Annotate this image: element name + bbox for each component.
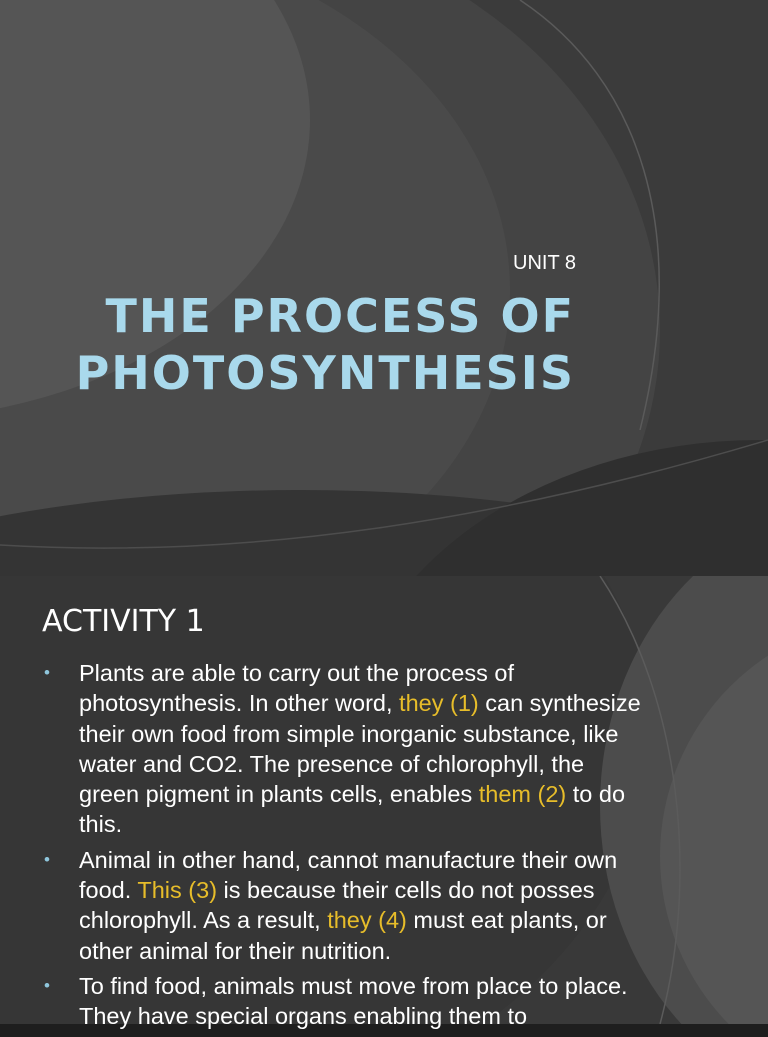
bullet-icon: • <box>44 663 50 682</box>
highlight-reference: This (3) <box>137 877 218 904</box>
highlight-reference: them (2) <box>478 781 567 808</box>
bullet-text: To find food, animals must move from place to place. They have special organs enabling them to <box>79 972 628 1030</box>
bullet-text: can synthesize their own food from simple inorganic substance, like water and CO2. The presence of chlorophyll, the green pigment in plants cells, enables <box>79 690 641 808</box>
bullet-icon: • <box>44 849 50 869</box>
list-item <box>44 971 644 1032</box>
highlight-reference: they (4) <box>327 907 407 934</box>
activity-heading: ACTIVITY 1 <box>42 604 205 639</box>
bullet-text: must eat plants, or other animal for their nutrition. <box>79 907 607 964</box>
title-line-1: THE PROCESS OF <box>105 289 575 343</box>
bullet-text: to do this. <box>79 781 626 838</box>
slide-title <box>15 288 575 402</box>
unit-subtitle: UNIT 8 <box>513 252 576 274</box>
title-line-2: PHOTOSYNTHESIS <box>75 346 575 400</box>
bullet-text: Plants are able to carry out the process of photosynthesis. In other word, <box>79 660 514 717</box>
bullet-text: Animal in other hand, cannot manufacture their own food. <box>79 846 618 904</box>
highlight-reference: they (1) <box>399 690 479 717</box>
list-item <box>44 845 644 966</box>
bullet-list <box>44 658 644 1037</box>
bullet-icon: • <box>44 975 50 995</box>
bullet-text: is because their cells do not posses chlorophyll. As a result, <box>79 877 595 934</box>
list-item <box>44 658 644 840</box>
